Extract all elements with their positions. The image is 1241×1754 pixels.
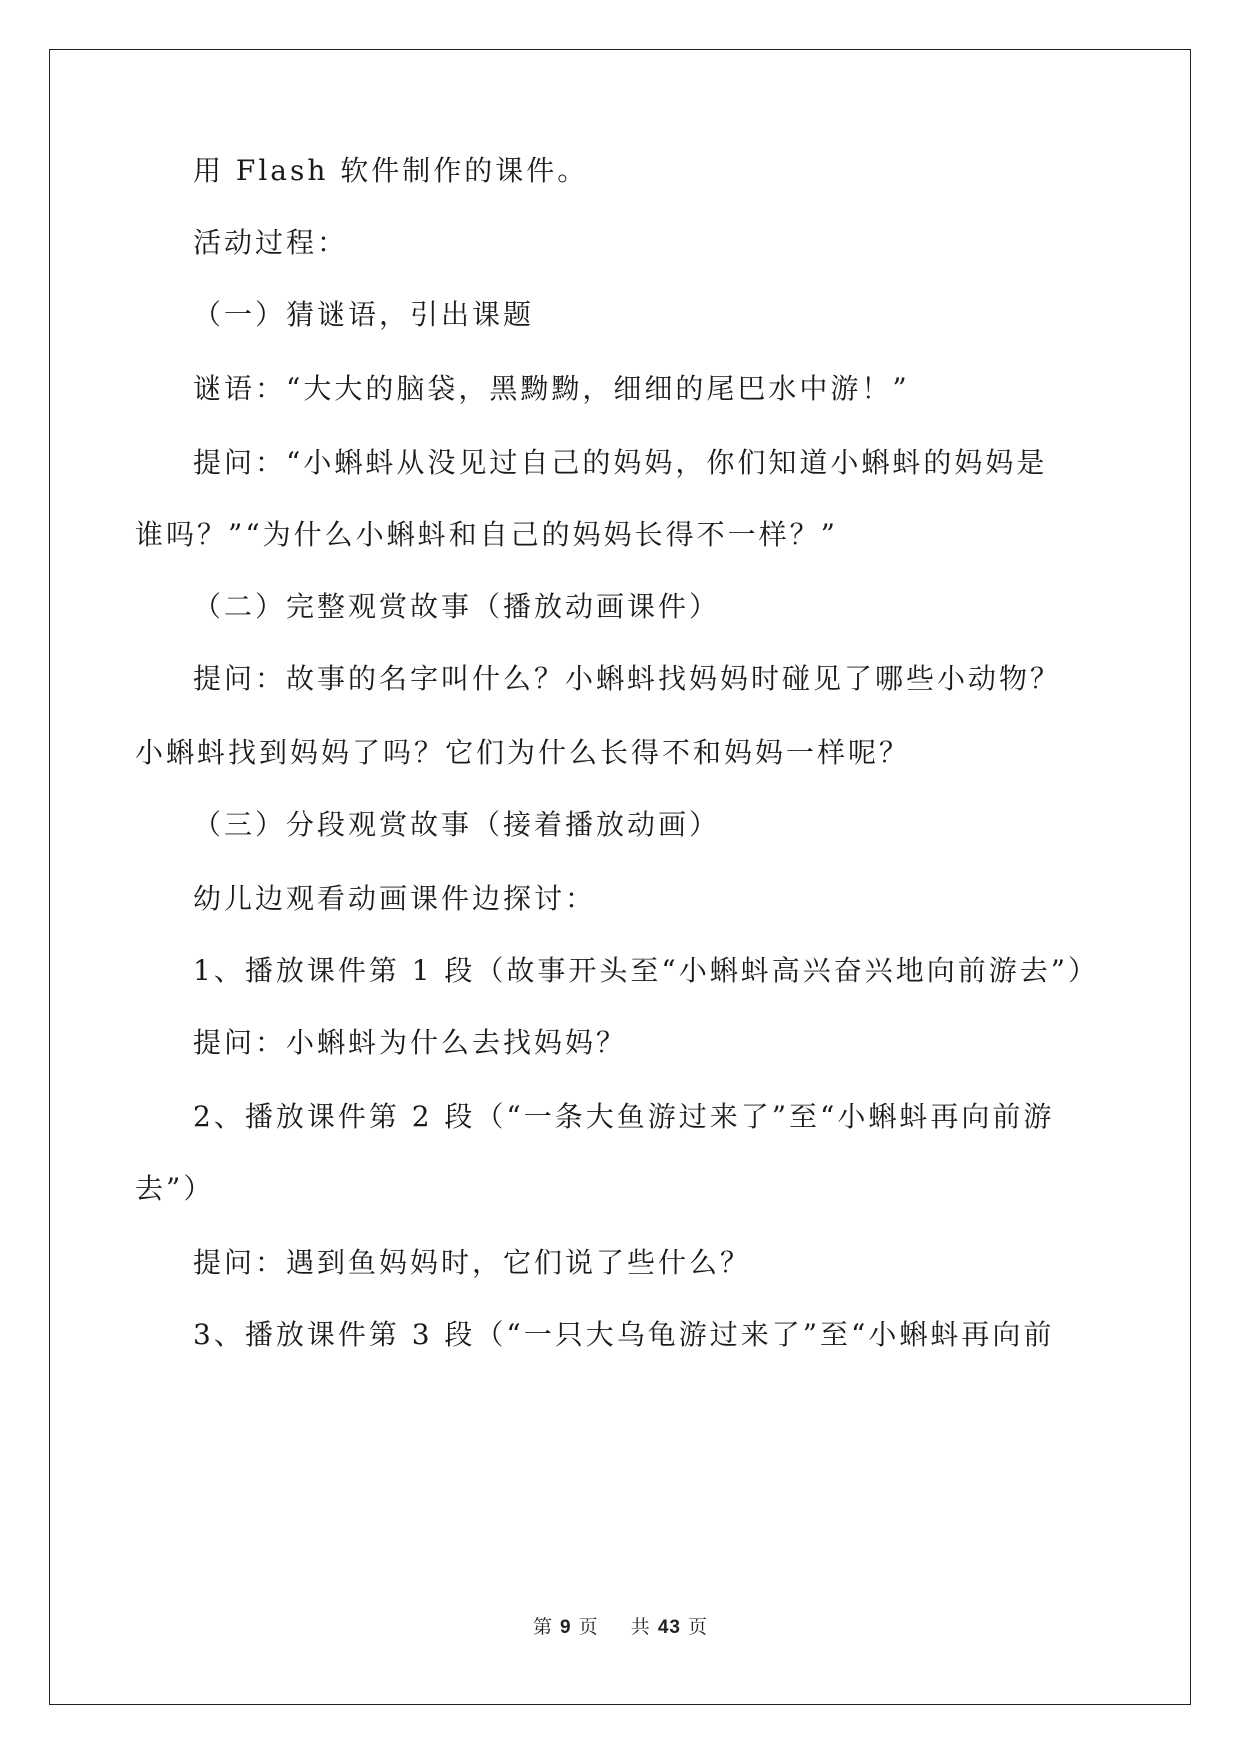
paragraph-11: 幼儿边观看动画课件边探讨： <box>193 882 597 915</box>
paragraph-5: 提问：“小蝌蚪从没见过自己的妈妈，你们知道小蝌蚪的妈妈是 <box>193 446 1048 479</box>
paragraph-15: 去”） <box>135 1172 215 1205</box>
paragraph-14: 2、播放课件第 2 段（“一条大鱼游过来了”至“小蝌蚪再向前游 <box>193 1100 1055 1133</box>
page-footer <box>0 1612 1241 1639</box>
paragraph-3: （一）猜谜语，引出课题 <box>193 298 535 331</box>
paragraph-2: 活动过程： <box>193 226 349 259</box>
footer-page-prefix: 第 <box>532 1616 553 1638</box>
paragraph-9: 小蝌蚪找到妈妈了吗？它们为什么长得不和妈妈一样呢？ <box>135 736 911 769</box>
paragraph-12: 1、播放课件第 1 段（故事开头至“小蝌蚪高兴奋兴地向前游去”） <box>193 954 1100 987</box>
footer-page-number: 9 <box>560 1617 572 1638</box>
footer-total-pages: 43 <box>657 1617 681 1638</box>
paragraph-7: （二）完整观赏故事（播放动画课件） <box>193 590 721 623</box>
paragraph-8: 提问：故事的名字叫什么？小蝌蚪找妈妈时碰见了哪些小动物？ <box>193 662 1062 695</box>
paragraph-10: （三）分段观赏故事（接着播放动画） <box>193 808 721 841</box>
footer-total-prefix: 共 <box>630 1616 651 1638</box>
footer-page-suffix: 页 <box>578 1616 599 1638</box>
paragraph-13: 提问：小蝌蚪为什么去找妈妈？ <box>193 1026 628 1059</box>
paragraph-4: 谜语：“大大的脑袋，黑黝黝，细细的尾巴水中游！” <box>193 372 910 405</box>
paragraph-6: 谁吗？”“为什么小蝌蚪和自己的妈妈长得不一样？” <box>135 518 838 551</box>
paragraph-1: 用 Flash 软件制作的课件。 <box>193 154 589 187</box>
paragraph-16: 提问：遇到鱼妈妈时，它们说了些什么？ <box>193 1246 752 1279</box>
paragraph-17: 3、播放课件第 3 段（“一只大乌龟游过来了”至“小蝌蚪再向前 <box>193 1318 1055 1351</box>
footer-total-suffix: 页 <box>688 1616 709 1638</box>
